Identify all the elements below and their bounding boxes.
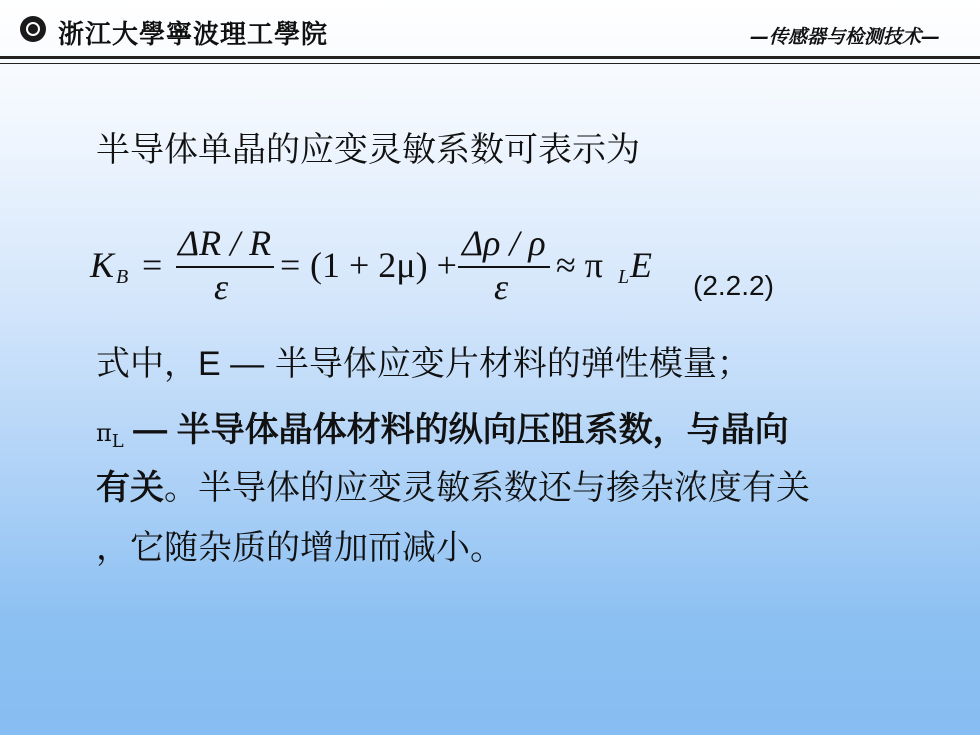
definition-line-3 [96, 460, 810, 509]
formula-approx: ≈ π [556, 245, 603, 285]
formula-eq1: = [142, 245, 163, 285]
intro-text: 半导体单晶的应变灵敏系数可表示为 [96, 130, 640, 170]
line1-symbol: E — [198, 345, 265, 383]
formula-lhs: K [90, 245, 115, 285]
header-rule-thick [0, 56, 980, 59]
formula-den2: ε [494, 267, 509, 307]
definition-line-4: ，它随杂质的增加而减小。 [96, 528, 504, 568]
definition-line-1 [96, 336, 751, 385]
line1-prefix: 式中， [96, 344, 198, 384]
line3-bold: 有关 [96, 469, 164, 507]
formula-pi-sub: L [618, 266, 630, 288]
formula-num2: Δρ / ρ [462, 223, 546, 263]
slide-header [0, 0, 980, 60]
formula-den1: ε [214, 267, 229, 307]
formula-lhs-sub: B [116, 266, 129, 288]
equation-number: (2.2.2) [693, 270, 774, 301]
formula-rhs: E [630, 245, 652, 285]
school-name: 浙江大學寧波理工學院 [58, 20, 329, 50]
university-emblem-icon [20, 16, 46, 42]
formula-mid: (1 + 2μ) + [310, 245, 457, 285]
line2-text: — 半导体晶体材料的纵向压阻系数，与晶向 [123, 411, 789, 449]
definition-line-2 [96, 402, 789, 451]
formula-eq2: = [280, 245, 301, 285]
line2-pi-sub: L [111, 431, 124, 452]
course-name: —传感器与检测技术— [749, 26, 940, 48]
header-rule-thin [0, 63, 980, 64]
line2-pi: π [96, 419, 112, 447]
line3-text: 。半导体的应变灵敏系数还与掺杂浓度有关 [164, 468, 810, 508]
line1-text: 半导体应变片材料的弹性模量； [264, 344, 751, 384]
formula-num1: ΔR / R [178, 223, 272, 263]
